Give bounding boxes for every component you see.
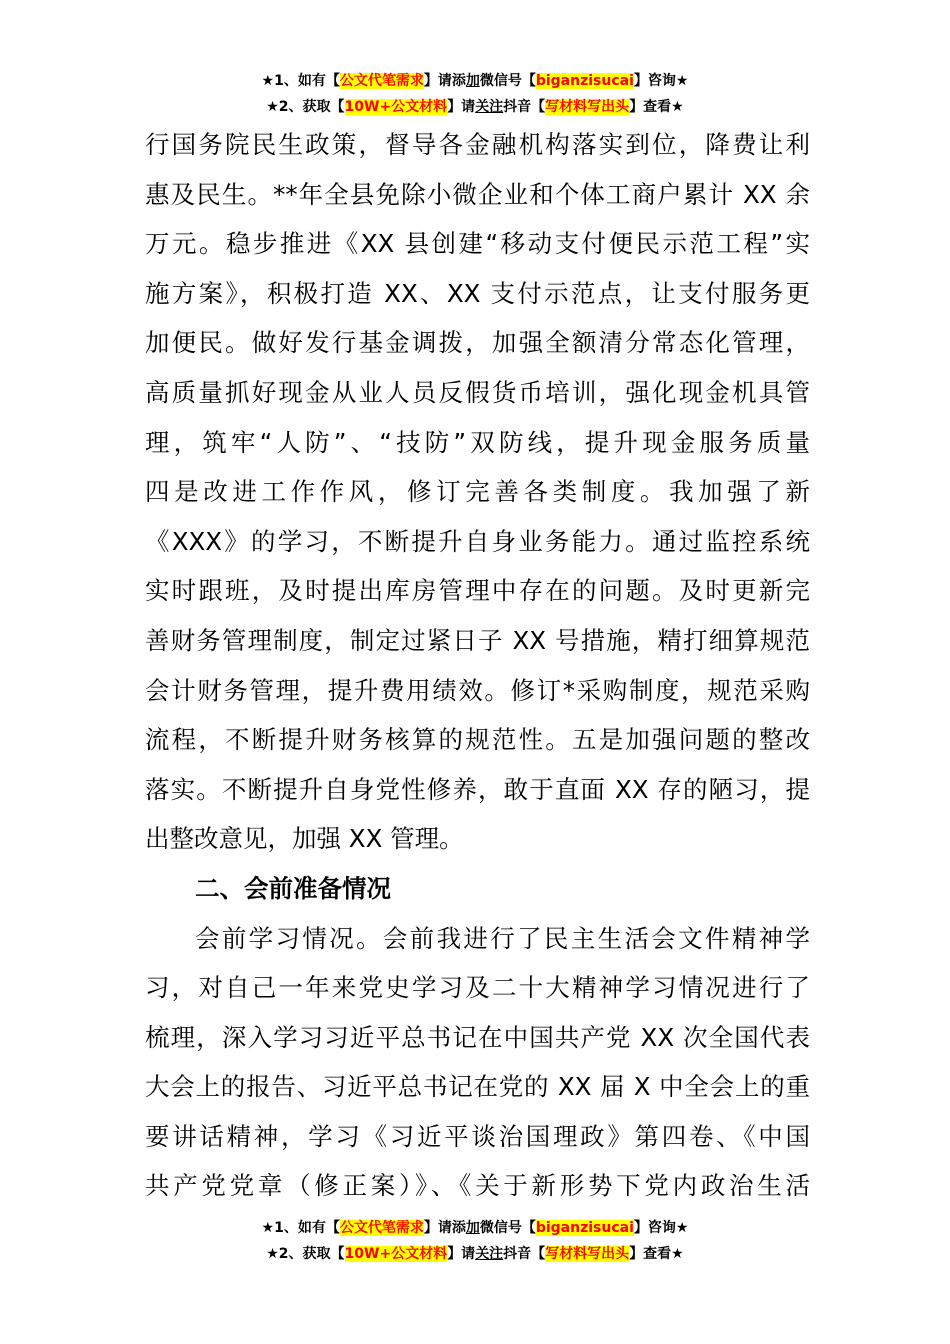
body-line: 会计财务管理，提升费用绩效。修订*采购制度，规范采购 bbox=[145, 675, 810, 705]
banner-line-2 bbox=[0, 94, 950, 120]
body-line: 高质量抓好现金从业人员反假货币培训，强化现金机具管 bbox=[145, 377, 810, 407]
banner-underline: 关注 bbox=[475, 1246, 504, 1262]
banner-text: ★1、如有【 bbox=[261, 1220, 340, 1236]
body-line: 加便民。做好发行基金调拨，加强全额清分常态化管理， bbox=[145, 328, 810, 358]
banner-underline: 加 bbox=[465, 1220, 480, 1236]
top-banner bbox=[0, 68, 950, 120]
douyin-highlight: 写材料写出头 bbox=[545, 1246, 630, 1262]
section-heading: 二、会前准备情况 bbox=[195, 873, 391, 903]
banner-text: 】查看★ bbox=[629, 99, 684, 115]
banner-text: 】查看★ bbox=[629, 1246, 684, 1262]
banner-text: 抖音【 bbox=[503, 99, 546, 115]
banner-underline: 加 bbox=[465, 73, 480, 89]
banner-text: ★2、获取【 bbox=[266, 99, 345, 115]
banner-text: 】请 bbox=[447, 99, 476, 115]
body-line: 施方案》，积极打造 XX、XX 支付示范点，让支付服务更 bbox=[145, 278, 810, 308]
banner-text: ★1、如有【 bbox=[261, 73, 340, 89]
banner-highlight: 公文代笔需求 bbox=[339, 73, 424, 89]
banner-text: 】请添 bbox=[423, 73, 466, 89]
banner-text: 】咨询★ bbox=[633, 73, 689, 89]
banner-text: 抖音【 bbox=[503, 1246, 546, 1262]
banner-underline: 关注 bbox=[475, 99, 504, 115]
body-line: 万元。稳步推进《XX 县创建“移动支付便民示范工程”实 bbox=[145, 229, 810, 259]
section-line: 共产党党章（修正案）》、《关于新形势下党内政治生活 bbox=[145, 1171, 810, 1201]
body-line: 理，筑牢“人防”、“技防”双防线，提升现金服务质量 bbox=[145, 427, 810, 457]
body-line: 四是改进工作作风，修订完善各类制度。我加强了新 bbox=[145, 477, 810, 507]
bottom-banner bbox=[0, 1215, 950, 1267]
banner-highlight: 公文代笔需求 bbox=[339, 1220, 424, 1236]
body-line: 实时跟班，及时提出库房管理中存在的问题。及时更新完 bbox=[145, 576, 810, 606]
body-line: 流程，不断提升财务核算的规范性。五是加强问题的整改 bbox=[145, 725, 810, 755]
document-body bbox=[145, 120, 810, 1211]
body-line: 行国务院民生政策，督导各金融机构落实到位，降费让利 bbox=[145, 130, 810, 159]
wechat-id-highlight: biganzisucai bbox=[535, 73, 634, 89]
banner-text: ★2、获取【 bbox=[266, 1246, 345, 1262]
section-line: 会前学习情况。会前我进行了民主生活会文件精神学 bbox=[195, 923, 810, 953]
banner-text: 微信号【 bbox=[479, 73, 536, 89]
banner-highlight: 10W+公文材料 bbox=[344, 1246, 448, 1262]
banner-line-1 bbox=[0, 1215, 950, 1241]
body-line: 落实。不断提升自身党性修养，敢于直面 XX 存的陋习，提 bbox=[145, 774, 810, 804]
section-line: 要讲话精神，学习《习近平谈治国理政》第四卷、《中国 bbox=[145, 1121, 810, 1151]
body-line: 出整改意见，加强 XX 管理。 bbox=[145, 824, 464, 854]
banner-text: 】请 bbox=[447, 1246, 476, 1262]
wechat-id-highlight: biganzisucai bbox=[535, 1220, 634, 1236]
banner-text: 】咨询★ bbox=[633, 1220, 689, 1236]
body-line: 善财务管理制度，制定过紧日子 XX 号措施，精打细算规范 bbox=[145, 625, 810, 655]
banner-line-2 bbox=[0, 1241, 950, 1267]
banner-text: 微信号【 bbox=[479, 1220, 536, 1236]
section-line: 梳理，深入学习习近平总书记在中国共产党 XX 次全国代表 bbox=[145, 1022, 810, 1052]
section-line: 大会上的报告、习近平总书记在党的 XX 届 X 中全会上的重 bbox=[145, 1072, 810, 1102]
banner-text: 】请添 bbox=[423, 1220, 466, 1236]
section-line: 习，对自己一年来党史学习及二十大精神学习情况进行了 bbox=[145, 973, 810, 1003]
banner-highlight: 10W+公文材料 bbox=[344, 99, 448, 115]
body-line: 《XXX》的学习，不断提升自身业务能力。通过监控系统 bbox=[145, 526, 810, 556]
douyin-highlight: 写材料写出头 bbox=[545, 99, 630, 115]
banner-line-1 bbox=[0, 68, 950, 94]
body-line: 惠及民生。**年全县免除小微企业和个体工商户累计 XX 余 bbox=[145, 179, 810, 209]
